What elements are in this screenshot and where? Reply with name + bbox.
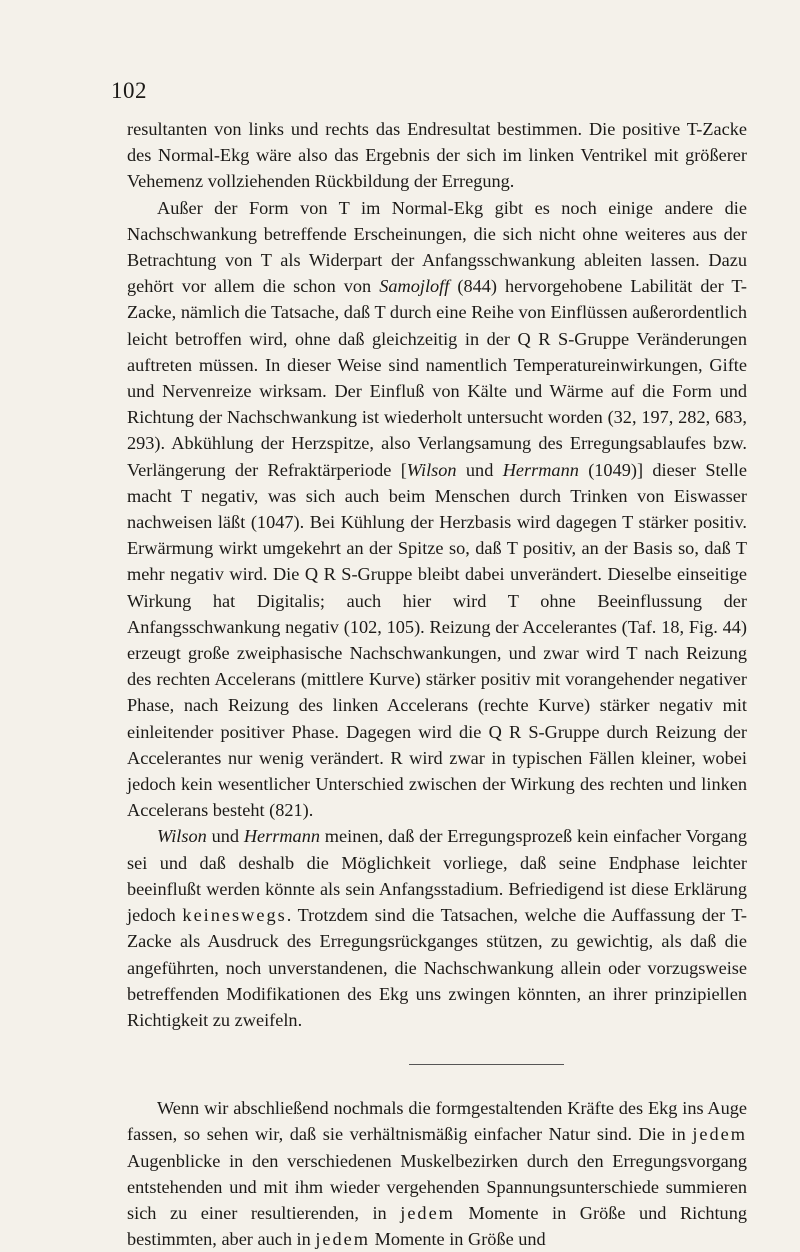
paragraph-4: Wenn wir abschließend nochmals die formgestaltenden Kräfte des Ekg ins Auge fassen, so sehen wir, daß sie verhältnismäßig einfacher Natur sind. Die in jedem Augenblicke in den verschiedenen Muskelbezirken durch den Erregungsvorgang entstehenden und mit ihm wieder vergehenden Spannungsunterschiede summieren sich zu einer resultierenden, in jedem Momente in Größe und Richtung bestimmten, aber auch in jedem Momente in Größe und xyxy=(127,1098,747,1250)
emphasis-jedem-2: jedem xyxy=(400,1202,455,1223)
body-text xyxy=(127,116,747,1252)
section-divider xyxy=(409,1064,564,1065)
paragraph-1: resultanten von links und rechts das Endresultat bestimmen. Die positive T-Zacke des Normal-Ekg wäre also das Ergebnis der sich im linken Ventrikel mit größerer Vehemenz vollziehenden Rückbildung der Erregung. xyxy=(127,119,747,192)
emphasis-jedem-1: jedem xyxy=(692,1124,747,1145)
author-herrmann-2: Herrmann xyxy=(243,826,320,847)
page-number: 102 xyxy=(111,78,147,103)
emphasis-keineswegs: keineswegs xyxy=(182,905,287,926)
paragraph-2: Außer der Form von T im Normal-Ekg gibt es noch einige andere die Nachschwankung betreffende Erscheinungen, die sich nicht ohne weiteres aus der Betrachtung von T als Widerpart der Anfangsschwankung ableiten lassen. Dazu gehört vor allem die schon von Samojloff (844) hervorgehobene Labilität der T-Zacke, nämlich die Tatsache, daß T durch eine Reihe von Einflüssen außerordentlich leicht betroffen wird, ohne daß gleichzeitig in der Q R S-Gruppe Veränderungen auftreten müssen. In dieser Weise sind namentlich Temperatureinwirkungen, Gifte und Nervenreize wirksam. Der Einfluß von Kälte und Wärme auf die Form und Richtung der Nachschwankung ist wiederholt untersucht worden (32, 197, 282, 683, 293). Abkühlung der Herzspitze, also Verlangsamung des Erregungsablaufes bzw. Verlängerung der Refraktärperiode [Wilson und Herrmann (1049)] dieser Stelle macht T negativ, was sich auch beim Menschen durch Trinken von Eiswasser nachweisen läßt (1047). Bei Kühlung der Herzbasis wird dagegen T stärker positiv. Erwärmung wirkt umgekehrt an der Spitze so, daß T positiv, an der Basis so, daß T mehr negativ wird. Die Q R S-Gruppe bleibt dabei unverändert. Dieselbe einseitige Wirkung hat Digitalis; auch hier wird T ohne Beeinflussung der Anfangsschwankung negativ (102, 105). Reizung der Accelerantes (Taf. 18, Fig. 44) erzeugt große zweiphasische Nachschwankungen, und zwar wird T nach Reizung des rechten Accelerans (mittlere Kurve) stärker positiv mit vorangehender negativer Phase, nach Reizung des linken Accelerans (rechte Kurve) stärker negativ mit einleitender positiver Phase. Dagegen wird die Q R S-Gruppe durch Reizung der Accelerantes nur wenig verändert. R wird zwar in typischen Fällen kleiner, wobei jedoch kein wesentlicher Unterschied zwischen der Wirkung des rechten und linken Accelerans besteht (821). xyxy=(127,197,748,821)
author-wilson: Wilson xyxy=(406,459,457,480)
author-samojloff: Samojloff xyxy=(379,276,450,297)
emphasis-jedem-3: jedem xyxy=(315,1229,371,1250)
author-wilson-2: Wilson xyxy=(157,826,207,847)
author-herrmann: Herrmann xyxy=(502,459,579,480)
paragraph-3: Wilson und Herrmann meinen, daß der Erregungsprozeß kein einfacher Vorgang sei und daß deshalb die Möglichkeit vorliege, daß seine Endphase leichter beeinflußt werden könnte als sein Anfangsstadium. Befriedigend ist diese Erklärung jedoch keineswegs. Trotzdem sind die Tatsachen, welche die Auffassung der T-Zacke als Ausdruck des Erregungsrückganges stützen, zu gewichtig, als daß die angeführten, noch unverstandenen, die Nachschwankung allein oder vorzugsweise betreffenden Modifikationen des Ekg uns zwingen könnten, an ihrer prinzipiellen Richtigkeit zu zweifeln. xyxy=(127,826,747,1030)
